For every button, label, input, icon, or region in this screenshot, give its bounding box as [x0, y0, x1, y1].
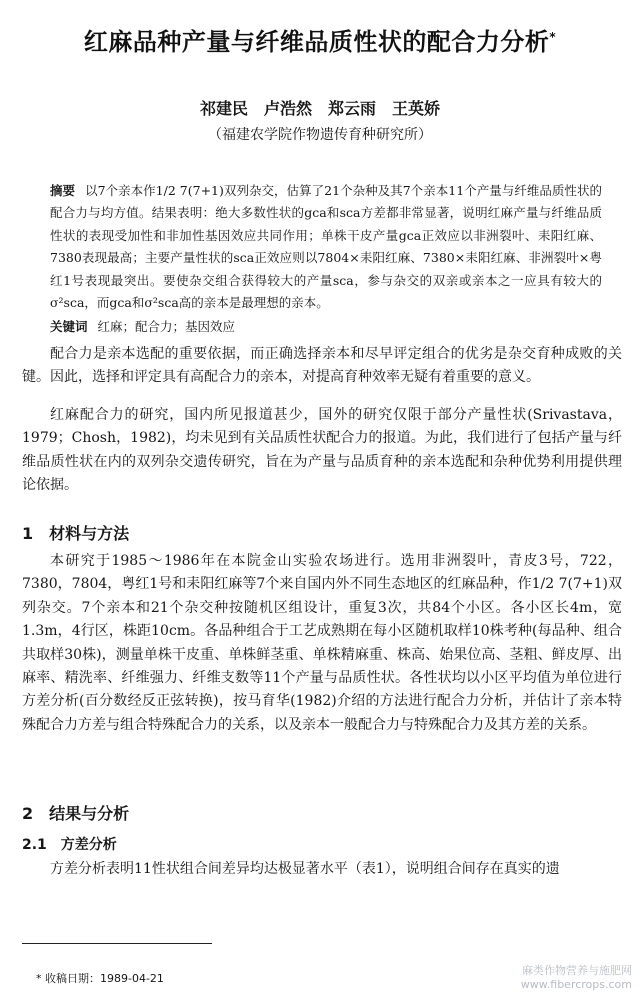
abstract: [50, 180, 602, 314]
abstract-label: 摘要: [50, 183, 76, 198]
abstract-text: 以7个亲本作1/2 7(7+1)双列杂交，估算了21个杂种及其7个亲本11个产量与纤维品质性状的配合力与均方值。结果表明：绝大多数性状的gca和sca方差都非常显著，说明红麻产量与纤维品质性状的表现受加性和非加性基因效应共同作用；单株干皮产量gca正效应以非洲裂叶、耒阳红麻、7380表现最高；主要产量性状的sca正效应则以7804×耒阳红麻、7380×耒阳红麻、非洲裂叶×粤红1号表现最突出。要使杂交组合获得较大的产量sca，参与杂交的双亲或亲本之一应具有较大的σ²sca，而gca和σ²sca高的亲本是最理想的亲本。: [50, 183, 602, 311]
site-watermark: [521, 964, 632, 992]
methods-paragraph: 本研究于1985～1986年在本院金山实验农场进行。选用非洲裂叶，青皮3号，722，7380，7804，粤红1号和耒阳红麻等7个来自国内外不同生态地区的红麻品种，作1/2 7(7+1)双列杂交。7个亲本和21个杂交种按随机区组设计，重复3次，共84个小区。各小区长4m，宽1.3m，4行区，株距10cm。各品种组合于工艺成熟期在每小区随机取样10株考种(每品种、组合共取样30株)，测量单株干皮重、单株鲜茎重、单株精麻重、株高、始果位高、茎粗、鲜皮厚、出麻率、精洗率、纤维强力、纤维支数等11个产量与品质性状。各性状均以小区平均值为单位进行方差分析(百分数经反正弦转换)，按马育华(1982)介绍的方法进行配合力分析，并估计了亲本特殊配合力方差与组合特殊配合力的关系，以及亲本一般配合力与特殊配合力及其方差的关系。: [22, 553, 622, 733]
footnote-divider: [22, 943, 212, 944]
paper-title: 红麻品种产量与纤维品质性状的配合力分析*: [83, 28, 557, 56]
watermark-line-1: 麻类作物营养与施肥网: [522, 964, 632, 977]
received-date-footnote: * 收稿日期：1989-04-21: [36, 972, 164, 985]
subsection-heading-anova: 2.1 方差分析: [22, 837, 117, 853]
title-footnote-mark: *: [549, 30, 557, 44]
section-heading-results: 2 结果与分析: [22, 804, 130, 823]
author-list: 祁建民 卢浩然 郑云雨 王英娇: [199, 99, 440, 118]
intro-paragraph-2: 红麻配合力的研究，国内所见报道甚少，国外的研究仅限于部分产量性状(Srivastava，1979；Chosh，1982)，均未见到有关品质性状配合力的报道。为此，我们进行了包括产量与纤维品质性状在内的双列杂交遗传研究，旨在为产量与品质育种的亲本选配和杂种优势利用提供理论依据。: [22, 407, 622, 494]
results-paragraph: 方差分析表明11性状组合间差异均达极显著水平（表1），说明组合间存在真实的遗: [50, 861, 560, 877]
intro-paragraph-1: 配合力是亲本选配的重要依据，而正确选择亲本和尽早评定组合的优劣是杂交育种成败的关键。因此，选择和评定具有高配合力的亲本，对提高育种效率无疑有着重要的意义。: [22, 346, 622, 386]
keywords-text: 红麻；配合力；基因效应: [97, 319, 236, 334]
keywords-label: 关键词: [50, 319, 88, 334]
watermark-line-2: www.fibercrops.com: [520, 978, 632, 991]
affiliation: （福建农学院作物遗传育种研究所）: [208, 127, 432, 143]
keywords: [50, 317, 602, 335]
section-heading-methods: 1 材料与方法: [22, 524, 130, 543]
